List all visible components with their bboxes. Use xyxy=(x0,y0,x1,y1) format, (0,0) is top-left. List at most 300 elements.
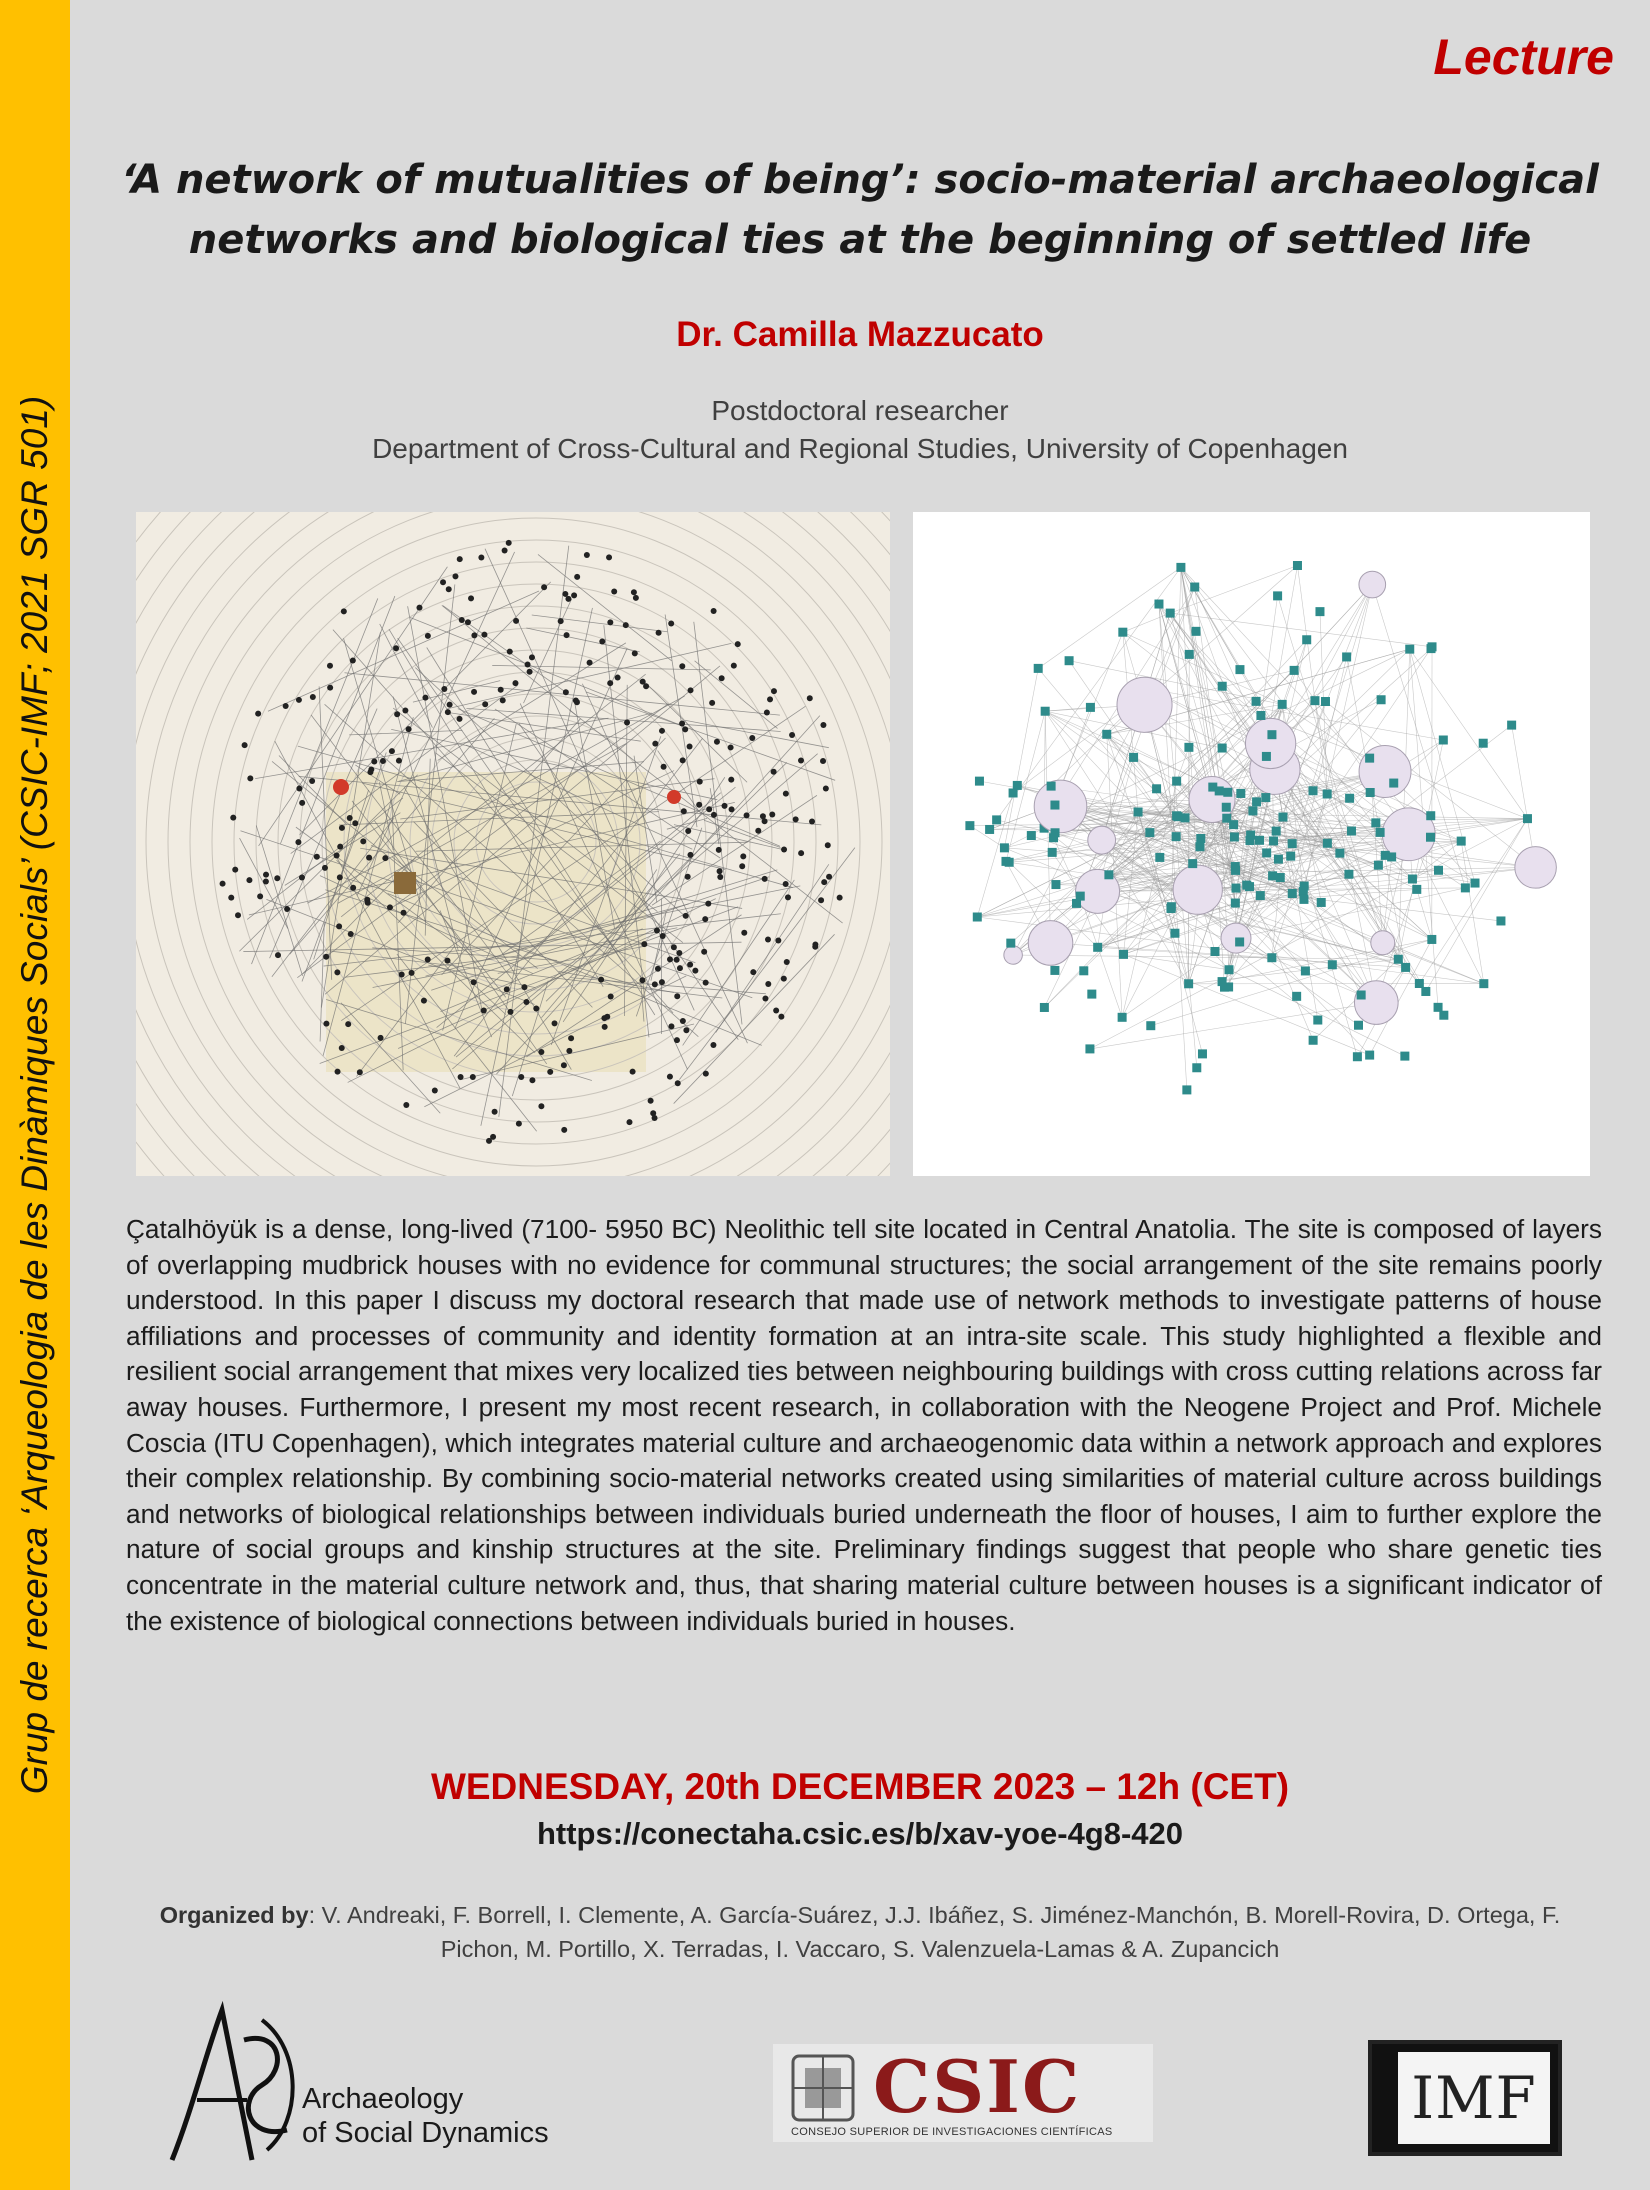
graph-node xyxy=(1439,735,1448,744)
sketch-dot xyxy=(750,969,756,975)
csic-emblem-icon xyxy=(783,2048,863,2128)
sketch-dot xyxy=(482,701,488,707)
graph-node xyxy=(1299,895,1308,904)
sketch-dot xyxy=(812,942,818,948)
csic-wordmark: CSIC xyxy=(873,2044,1082,2129)
graph-node xyxy=(1086,703,1095,712)
sketch-dot xyxy=(498,687,504,693)
graph-node xyxy=(1146,1021,1155,1030)
graph-edge xyxy=(1235,867,1535,903)
sketch-dot xyxy=(755,828,761,834)
sketch-dot xyxy=(655,966,661,972)
graph-node xyxy=(1009,788,1018,797)
graph-node xyxy=(1041,707,1050,716)
sketch-dot xyxy=(561,1062,567,1068)
sketch-dot xyxy=(710,1042,716,1048)
sketch-dot xyxy=(518,1074,524,1080)
sketch-dot xyxy=(574,574,580,580)
sketch-dot xyxy=(722,803,728,809)
graph-node xyxy=(1274,855,1283,864)
sketch-dot xyxy=(457,716,463,722)
sketch-dot xyxy=(457,556,463,562)
sketch-dot xyxy=(481,1008,487,1014)
sketch-dot xyxy=(685,828,691,834)
graph-node xyxy=(1195,842,1204,851)
sketch-dot xyxy=(446,586,452,592)
sketch-dot xyxy=(447,702,453,708)
sketch-dot xyxy=(783,881,789,887)
graph-node xyxy=(1262,848,1271,857)
sketch-dot xyxy=(809,819,815,825)
graph-node xyxy=(1290,666,1299,675)
graph-node xyxy=(1152,784,1161,793)
sketch-dot xyxy=(335,1069,341,1075)
asd-logo xyxy=(152,1990,582,2170)
sketch-dot xyxy=(506,540,512,546)
sketch-dot xyxy=(547,1069,553,1075)
graph-node xyxy=(1309,1036,1318,1045)
graph-node xyxy=(1366,788,1375,797)
graph-node xyxy=(1196,834,1205,843)
graph-node xyxy=(1085,1044,1094,1053)
graph-node xyxy=(1210,947,1219,956)
graph-node xyxy=(1507,721,1516,730)
csic-logo xyxy=(773,2044,1153,2142)
sketch-dot xyxy=(717,868,723,874)
graph-node xyxy=(1005,858,1014,867)
graph-node xyxy=(985,825,994,834)
sketch-dot xyxy=(486,1138,492,1144)
graph-node xyxy=(1401,963,1410,972)
sketch-dot xyxy=(422,695,428,701)
graph-node xyxy=(1389,779,1398,788)
sketch-dot xyxy=(728,777,734,783)
sketch-dot xyxy=(416,605,422,611)
sketch-dot xyxy=(339,825,345,831)
sketch-dot xyxy=(789,732,795,738)
sketch-dot xyxy=(683,1027,689,1033)
sketch-dot xyxy=(631,589,637,595)
sketch-dot xyxy=(674,1037,680,1043)
graph-node-large xyxy=(1034,780,1087,833)
sketch-dot xyxy=(470,1074,476,1080)
sketch-dot xyxy=(679,721,685,727)
graph-node-large xyxy=(1371,931,1395,955)
sketch-dot xyxy=(274,875,280,881)
sketch-dot xyxy=(394,711,400,717)
graph-node xyxy=(1313,1016,1322,1025)
sketch-dot xyxy=(765,936,771,942)
graph-edge xyxy=(1080,896,1122,1017)
graph-node xyxy=(1300,882,1309,891)
graph-node xyxy=(1034,664,1043,673)
graph-node xyxy=(1286,852,1295,861)
sketch-dot xyxy=(764,709,770,715)
sketch-dot xyxy=(323,1021,329,1027)
graph-node xyxy=(1172,832,1181,841)
sketch-dot xyxy=(807,695,813,701)
sketch-dot xyxy=(337,844,343,850)
graph-edge xyxy=(1177,747,1189,781)
graph-node xyxy=(1302,635,1311,644)
sketch-dot xyxy=(683,913,689,919)
sketch-dot xyxy=(310,694,316,700)
graph-node xyxy=(1262,752,1271,761)
graph-node xyxy=(1255,836,1264,845)
sketch-dot xyxy=(350,885,356,891)
hand-drawn-network-image xyxy=(136,512,890,1176)
sketch-dot xyxy=(676,950,682,956)
sketch-dot xyxy=(465,619,471,625)
graph-node xyxy=(1335,849,1344,858)
sketch-dot xyxy=(703,980,709,986)
sketch-dot xyxy=(348,931,354,937)
graph-node xyxy=(1426,811,1435,820)
sketch-red-mark xyxy=(333,779,349,795)
graph-node xyxy=(1347,827,1356,836)
sketch-dot xyxy=(507,1009,513,1015)
sketch-dot xyxy=(608,994,614,1000)
graph-node-large xyxy=(1359,571,1386,598)
sketch-dot xyxy=(584,552,590,558)
abstract-text: Çatalhöyük is a dense, long-lived (7100- 5950 BC) Neolithic tell site located in Central Anatolia. The site is composed of layers of overlapping mudbrick houses with no evidence for communal structures; the social arrangement of the site remains poorly understood. In this paper I discuss my doctoral research that made use of network methods to investigate patterns of house affiliations and processes of community and identity formation at an intra-site scale. This study highlighted a flexible and resilient social arrangement that mixes very localized ties between neighbouring buildings with cross cutting relations across far away houses. Furthermore, I present my most recent research, in collaboration with the Neogene Project and Prof. Michele Coscia (ITU Copenhagen), which integrates material culture and archaeogenomic data within a network approach and explores their complex relationship. By combining socio-material networks created using similarities of material culture across buildings and networks of biological relationships between individuals buried underneath the floor of houses, I aim to further explore the nature of social groups and kinship structures at the site. Preliminary findings suggest that people who share genetic ties concentrate in the material culture network and, thus, that sharing material culture between houses is a significant indicator of the existence of biological connections between individuals buried in houses. xyxy=(126,1214,1602,1636)
sketch-dot xyxy=(728,744,734,750)
sketch-dot xyxy=(323,954,329,960)
sketch-dot xyxy=(729,806,735,812)
sketch-dot xyxy=(767,696,773,702)
graph-node xyxy=(1292,992,1301,1001)
sketch-dot xyxy=(339,1045,345,1051)
sketch-dot xyxy=(533,1006,539,1012)
graph-node-large xyxy=(1117,677,1172,732)
sketch-dot xyxy=(587,660,593,666)
graph-node xyxy=(1278,813,1287,822)
sketch-dot xyxy=(299,874,305,880)
graph-node xyxy=(1428,642,1437,651)
graph-node xyxy=(1118,628,1127,637)
graph-node xyxy=(1301,966,1310,975)
sketch-dot xyxy=(744,812,750,818)
sketch-dot xyxy=(568,1035,574,1041)
graph-node xyxy=(1400,1052,1409,1061)
sketch-dot xyxy=(706,806,712,812)
sketch-dot xyxy=(798,850,804,856)
graph-node xyxy=(1412,885,1421,894)
graph-node xyxy=(1427,935,1436,944)
sketch-dot xyxy=(677,965,683,971)
sketch-dot xyxy=(696,802,702,808)
sketch-dot xyxy=(538,1049,544,1055)
event-link[interactable]: https://conectaha.csic.es/b/xav-yoe-4g8-420 xyxy=(536,1816,1184,1851)
sketch-dot xyxy=(389,748,395,754)
graph-node xyxy=(1184,743,1193,752)
sketch-dot xyxy=(825,842,831,848)
sketch-dot xyxy=(749,735,755,741)
graph-edge xyxy=(1170,613,1432,647)
graph-node xyxy=(1293,561,1302,570)
organizers-label: Organized by xyxy=(159,1902,309,1928)
sketch-dot xyxy=(654,928,660,934)
sketch-dot xyxy=(478,554,484,560)
sketch-dot xyxy=(660,933,666,939)
graph-node xyxy=(1235,937,1244,946)
sketch-dot xyxy=(525,661,531,667)
sketch-dot xyxy=(682,726,688,732)
sketch-dot xyxy=(368,766,374,772)
sketch-dot xyxy=(769,811,775,817)
sketch-dot xyxy=(607,619,613,625)
graph-node-large xyxy=(1245,718,1295,768)
graph-node xyxy=(1523,814,1532,823)
sketch-dot xyxy=(235,912,241,918)
sketch-dot xyxy=(643,683,649,689)
graph-node xyxy=(1051,828,1060,837)
sketch-dot xyxy=(421,998,427,1004)
sketch-dot xyxy=(444,958,450,964)
sketch-dot xyxy=(406,726,412,732)
graph-edge xyxy=(1410,649,1528,819)
sketch-dot xyxy=(471,632,477,638)
sketch-dot xyxy=(232,867,238,873)
graph-node xyxy=(1415,979,1424,988)
graph-node xyxy=(1172,777,1181,786)
graph-node xyxy=(1354,1021,1363,1030)
sketch-dot xyxy=(648,1098,654,1104)
graph-edge xyxy=(1170,566,1297,614)
sketch-dot xyxy=(523,999,529,1005)
graph-node xyxy=(1471,879,1480,888)
lecture-label: Lecture xyxy=(1433,29,1614,85)
graph-node xyxy=(1235,665,1244,674)
sketch-dot xyxy=(507,649,513,655)
sketch-dot xyxy=(396,758,402,764)
sketch-dot xyxy=(403,1102,409,1108)
graph-node-large xyxy=(1173,865,1222,914)
graph-node xyxy=(1461,883,1470,892)
graph-node xyxy=(1119,950,1128,959)
sketch-dot xyxy=(440,579,446,585)
graph-node xyxy=(1479,979,1488,988)
graph-node xyxy=(1387,852,1396,861)
sketch-brown-mark xyxy=(394,872,416,894)
graph-node xyxy=(1317,898,1326,907)
sketch-dot xyxy=(541,584,547,590)
graph-node-large xyxy=(1515,847,1557,889)
sketch-dot xyxy=(337,874,343,880)
sketch-dot xyxy=(402,708,408,714)
research-group-label: Grup de recerca ‘Arqueologia de les Dinàmiques Socials’ (CSIC-IMF; 2021 SGR 501) xyxy=(14,395,55,1795)
sketch-dot xyxy=(623,622,629,628)
sketch-dot xyxy=(740,853,746,859)
sketch-dot xyxy=(513,618,519,624)
graph-node xyxy=(1315,607,1324,616)
sketch-dot xyxy=(246,877,252,883)
sketch-dot xyxy=(687,962,693,968)
graph-node xyxy=(1344,870,1353,879)
graph-node xyxy=(1215,786,1224,795)
sketch-dot xyxy=(685,874,691,880)
sketch-dot xyxy=(793,816,799,822)
sketch-dot xyxy=(611,588,617,594)
sidebar-band xyxy=(0,0,70,2190)
sketch-dot xyxy=(538,1103,544,1109)
graph-node xyxy=(1365,754,1374,763)
sketch-dot xyxy=(674,993,680,999)
graph-node xyxy=(1421,987,1430,996)
graph-node xyxy=(1050,966,1059,975)
graph-node xyxy=(1172,811,1181,820)
sketch-dot xyxy=(826,874,832,880)
network-graph-image xyxy=(913,512,1590,1176)
graph-node xyxy=(1185,650,1194,659)
sketch-dot xyxy=(401,910,407,916)
sketch-dot xyxy=(574,699,580,705)
sketch-dot xyxy=(336,923,342,929)
graph-node xyxy=(1328,960,1337,969)
graph-node xyxy=(1134,808,1143,817)
sketch-dot xyxy=(731,663,737,669)
sketch-dot xyxy=(387,904,393,910)
sketch-dot xyxy=(687,852,693,858)
sketch-dot xyxy=(679,663,685,669)
graph-node xyxy=(1242,881,1251,890)
sketch-dot xyxy=(697,779,703,785)
sketch-dot xyxy=(703,1071,709,1077)
asd-line-2: of Social Dynamics xyxy=(302,2117,549,2149)
sketch-dot xyxy=(284,906,290,912)
sketch-dot xyxy=(652,741,658,747)
sketch-dot xyxy=(624,719,630,725)
sketch-dot xyxy=(341,608,347,614)
graph-node-large xyxy=(1354,981,1398,1025)
graph-node xyxy=(1229,820,1238,829)
sketch-dot xyxy=(504,986,510,992)
graph-node xyxy=(1231,862,1240,871)
graph-node xyxy=(1256,891,1265,900)
sketch-dot xyxy=(602,1024,608,1030)
sketch-dot xyxy=(309,778,315,784)
sketch-dot xyxy=(735,641,741,647)
sketch-dot xyxy=(275,952,281,958)
sketch-dot xyxy=(783,791,789,797)
graph-node xyxy=(1256,711,1265,720)
sketch-dot xyxy=(681,808,687,814)
sketch-dot xyxy=(409,970,415,976)
sketch-dot xyxy=(357,1069,363,1075)
graph-node xyxy=(1479,739,1488,748)
sketch-dot xyxy=(283,703,289,709)
graph-node xyxy=(1342,652,1351,661)
sketch-dot xyxy=(263,872,269,878)
sketch-dot xyxy=(599,639,605,645)
sketch-dot xyxy=(242,742,248,748)
sketch-dot xyxy=(492,1109,498,1115)
graph-node xyxy=(1345,794,1354,803)
graph-node xyxy=(1310,696,1319,705)
sketch-dot xyxy=(741,930,747,936)
graph-edge xyxy=(1275,769,1357,1056)
sketch-dot xyxy=(296,786,302,792)
sketch-dot xyxy=(459,617,465,623)
sketch-dot xyxy=(598,977,604,983)
graph-node xyxy=(1181,813,1190,822)
sketch-dot xyxy=(711,608,717,614)
graph-node xyxy=(1272,827,1281,836)
sketch-dot xyxy=(606,554,612,560)
graph-node xyxy=(1248,806,1257,815)
graph-node xyxy=(1223,788,1232,797)
graph-node xyxy=(1236,789,1245,798)
sketch-dot xyxy=(445,709,451,715)
sketch-dot xyxy=(220,881,226,887)
sketch-dot xyxy=(527,669,533,675)
sketch-dot xyxy=(781,976,787,982)
graph-node xyxy=(1434,866,1443,875)
sketch-dot xyxy=(399,971,405,977)
sketch-dot xyxy=(671,944,677,950)
graph-node xyxy=(1065,656,1074,665)
sketch-dot xyxy=(521,984,527,990)
graph-edge xyxy=(1124,954,1370,1055)
speaker-department: Department of Cross-Cultural and Regional Studies, University of Copenhagen xyxy=(372,433,1348,464)
sketch-dot xyxy=(365,900,371,906)
event-date: WEDNESDAY, 20th DECEMBER 2023 – 12h (CET) xyxy=(430,1766,1290,1807)
sketch-dot xyxy=(561,1127,567,1133)
sketch-dot xyxy=(566,1048,572,1054)
sketch-dot xyxy=(529,654,535,660)
graph-node xyxy=(1191,627,1200,636)
sketch-dot xyxy=(425,956,431,962)
sketch-dot xyxy=(675,1080,681,1086)
graph-edge xyxy=(1151,689,1443,740)
graph-node xyxy=(1222,803,1231,812)
sketch-dot xyxy=(762,818,768,824)
sketch-dot xyxy=(821,879,827,885)
graph-node xyxy=(1252,697,1261,706)
sketch-dot xyxy=(502,548,508,554)
sketch-dot xyxy=(382,855,388,861)
sketch-dot xyxy=(334,853,340,859)
graph-node xyxy=(1000,843,1009,852)
sketch-dot xyxy=(380,758,386,764)
sketch-dot xyxy=(661,764,667,770)
graph-node xyxy=(1426,833,1435,842)
graph-node xyxy=(1170,929,1179,938)
sketch-dot xyxy=(529,1077,535,1083)
sketch-dot xyxy=(263,878,269,884)
sketch-dot xyxy=(322,865,328,871)
graph-node xyxy=(1377,695,1386,704)
graph-node xyxy=(1376,828,1385,837)
graph-node xyxy=(1408,875,1417,884)
graph-node xyxy=(1365,1051,1374,1060)
graph-node xyxy=(1040,1003,1049,1012)
graph-node xyxy=(1051,880,1060,889)
sketch-dot xyxy=(739,863,745,869)
sketch-dot xyxy=(562,591,568,597)
graph-node xyxy=(1496,916,1505,925)
sketch-dot xyxy=(334,969,340,975)
graph-node xyxy=(1309,786,1318,795)
sketch-dot xyxy=(452,573,458,579)
sketch-dot xyxy=(393,645,399,651)
sketch-dot xyxy=(366,855,372,861)
graph-node xyxy=(1166,609,1175,618)
graph-node xyxy=(1288,889,1297,898)
sketch-dot xyxy=(481,632,487,638)
sketch-dot xyxy=(716,847,722,853)
sketch-dot xyxy=(296,697,302,703)
